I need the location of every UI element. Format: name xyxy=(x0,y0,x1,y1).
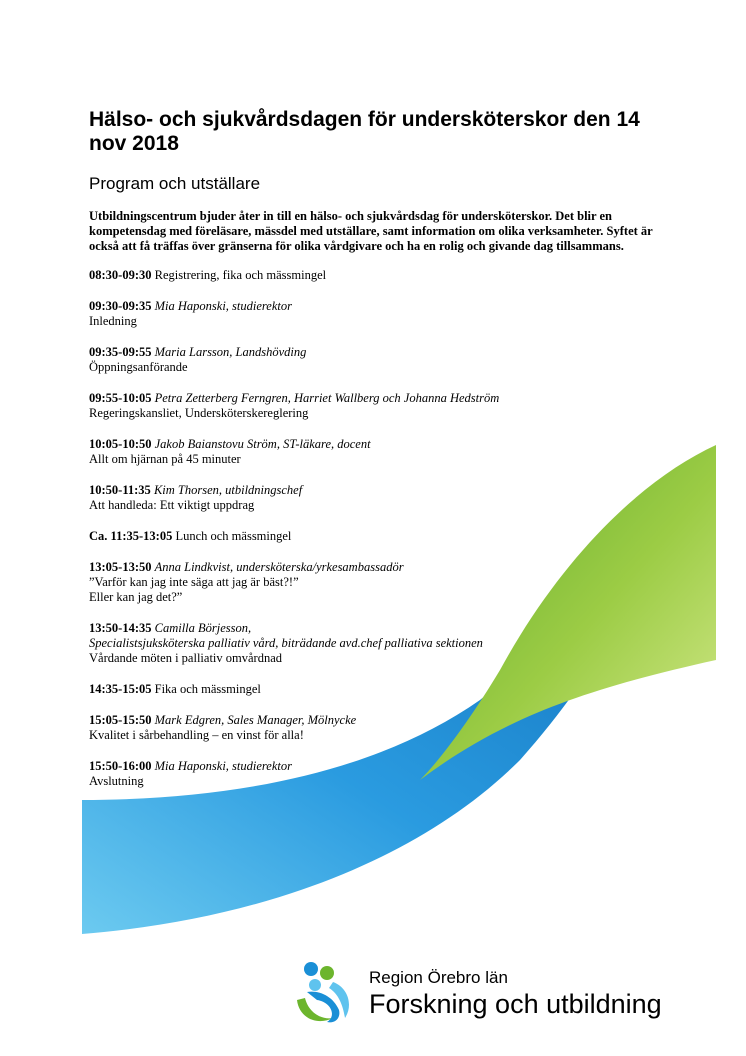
schedule-desc: Avslutning xyxy=(89,774,144,788)
schedule-time: 13:50-14:35 xyxy=(89,621,152,635)
schedule-time: 10:50-11:35 xyxy=(89,483,151,497)
schedule-time: 09:35-09:55 xyxy=(89,345,152,359)
schedule-text: Fika och mässmingel xyxy=(154,682,261,696)
region-logo xyxy=(293,960,713,1035)
schedule-speaker: Specialistsjuksköterska palliativ vård, biträdande avd.chef palliativa sektionen xyxy=(89,636,483,650)
schedule-item xyxy=(89,759,669,789)
schedule-speaker: Maria Larsson, Landshövding xyxy=(154,345,307,359)
schedule-desc: Kvalitet i sårbehandling – en vinst för alla! xyxy=(89,728,304,742)
schedule-speaker: Kim Thorsen, utbildningschef xyxy=(153,483,303,497)
schedule-desc: Eller kan jag det?” xyxy=(89,590,183,604)
schedule-time: 13:05-13:50 xyxy=(89,560,152,574)
page-subtitle: Program och utställare xyxy=(89,174,261,193)
schedule-item xyxy=(89,682,669,697)
logo-dept-name: Forskning och utbildning xyxy=(369,989,662,1019)
schedule-time: 10:05-10:50 xyxy=(89,437,152,451)
schedule-time: 15:50-16:00 xyxy=(89,759,152,773)
schedule-speaker: Mia Haponski, studierektor xyxy=(154,759,292,773)
schedule-item xyxy=(89,483,669,513)
schedule-item xyxy=(89,345,669,375)
schedule-time: 09:55-10:05 xyxy=(89,391,152,405)
schedule-time: Ca. 11:35-13:05 xyxy=(89,529,173,543)
schedule-item xyxy=(89,299,669,329)
schedule xyxy=(89,268,669,789)
schedule-text: Lunch och mässmingel xyxy=(175,529,292,543)
schedule-item xyxy=(89,391,669,421)
page-title: Hälso- och sjukvårdsdagen för undersköterskor den 14 nov 2018 xyxy=(89,108,640,155)
schedule-time: 14:35-15:05 xyxy=(89,682,152,696)
schedule-item xyxy=(89,268,669,283)
logo-org-name: Region Örebro län xyxy=(369,968,508,987)
schedule-item xyxy=(89,529,669,544)
schedule-time: 08:30-09:30 xyxy=(89,268,152,282)
region-orebro-people-icon xyxy=(293,960,363,1032)
schedule-speaker: Mark Edgren, Sales Manager, Mölnycke xyxy=(154,713,357,727)
schedule-item xyxy=(89,621,669,666)
schedule-time: 09:30-09:35 xyxy=(89,299,152,313)
schedule-speaker: Camilla Börjesson, xyxy=(154,621,252,635)
schedule-item xyxy=(89,713,669,743)
schedule-desc: Vårdande möten i palliativ omvårdnad xyxy=(89,651,282,665)
schedule-desc: Att handleda: Ett viktigt uppdrag xyxy=(89,498,255,512)
schedule-item xyxy=(89,560,669,605)
schedule-speaker: Mia Haponski, studierektor xyxy=(154,299,292,313)
schedule-item xyxy=(89,437,669,467)
schedule-desc: Allt om hjärnan på 45 minuter xyxy=(89,452,241,466)
schedule-desc: Inledning xyxy=(89,314,137,328)
intro-paragraph: Utbildningscentrum bjuder åter in till en hälso- och sjukvårdsdag för undersköterskor. Det blir en kompetensdag med föreläsare, mässdel med utställare, samt information om olika verksamheter. Syftet är också att få träffas över gränserna för olika vårdgivare och ha en rolig och givande dag tillsammans. xyxy=(89,209,653,253)
schedule-speaker: Petra Zetterberg Ferngren, Harriet Wallberg och Johanna Hedström xyxy=(154,391,500,405)
schedule-speaker: Jakob Baianstovu Ström, ST-läkare, docent xyxy=(154,437,371,451)
content xyxy=(89,108,669,805)
schedule-text: Registrering, fika och mässmingel xyxy=(154,268,327,282)
schedule-desc: Regeringskansliet, Undersköterskereglering xyxy=(89,406,309,420)
schedule-time: 15:05-15:50 xyxy=(89,713,152,727)
schedule-desc: Öppningsanförande xyxy=(89,360,188,374)
schedule-desc: ”Varför kan jag inte säga att jag är bäst?!” xyxy=(89,575,299,589)
schedule-speaker: Anna Lindkvist, undersköterska/yrkesambassadör xyxy=(154,560,404,574)
